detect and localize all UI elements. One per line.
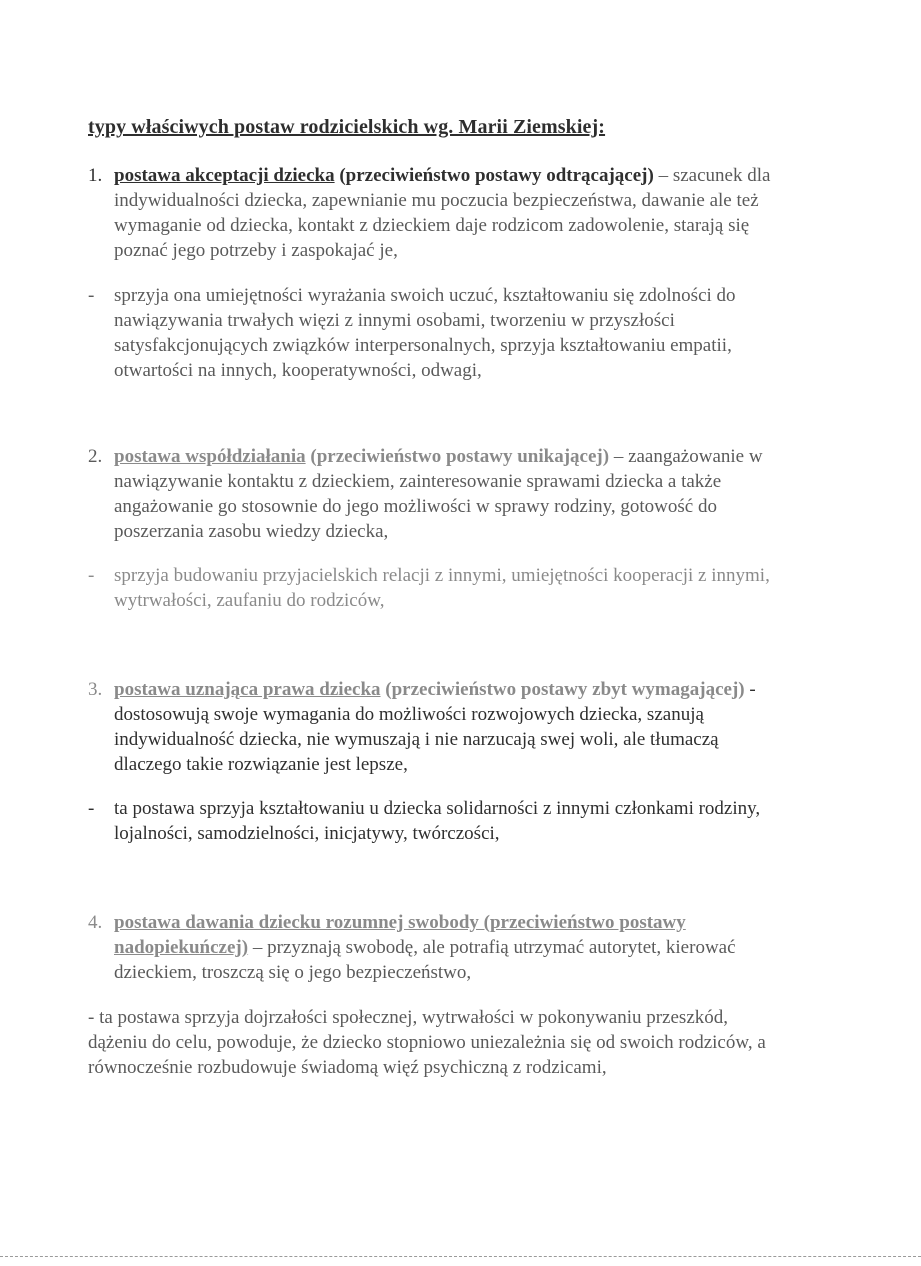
list-item-4-bullet — [88, 1005, 788, 1080]
bullet-text: sprzyja budowaniu przyjacielskich relacji z innymi, umiejętności kooperacji z innymi, wytrwałości, zaufaniu do rodziców, — [114, 565, 770, 611]
list-item-3 — [88, 677, 788, 777]
item-description: – szacunek dla indywidualności dziecka, zapewnianie mu poczucia bezpieczeństwa, dawanie ale też wymaganie od dziecka, kontakt z dzieckiem daje rodzicom zadowolenie, starają się poznać jego potrzeby i zaspokajać je, — [114, 165, 771, 261]
item-number: 3. — [88, 679, 103, 700]
item-title: postawa dawania dziecku rozumnej swobody (przeciwieństwo postawy nadopiekuńczej) — [114, 912, 686, 958]
list-item-1-bullet — [88, 283, 788, 383]
bullet-dash: - — [88, 1007, 95, 1028]
item-title: postawa akceptacji dziecka — [114, 165, 335, 186]
list-item-2-bullet — [88, 563, 788, 613]
item-title: postawa współdziałania — [114, 446, 306, 467]
bullet-text: ta postawa sprzyja dojrzałości społecznej, wytrwałości w pokonywaniu przeszkód, dążeniu do celu, powoduje, że dziecko stopniowo uniezależnia się od swoich rodziców, a równocześnie rozbudowuje świadomą więź psychiczną z rodzicami, — [88, 1007, 766, 1078]
item-number: 2. — [88, 446, 103, 467]
list-item-4 — [88, 910, 788, 985]
item-body — [114, 910, 788, 985]
bullet-dash: - — [88, 798, 95, 819]
item-contrast: (przeciwieństwo postawy zbyt wymagającej) — [385, 679, 745, 700]
bullet-dash: - — [88, 565, 95, 586]
item-contrast: (przeciwieństwo postawy odtrącającej) — [339, 165, 654, 186]
item-body — [114, 444, 788, 544]
bullet-text: ta postawa sprzyja kształtowaniu u dziecka solidarności z innymi członkami rodziny, lojalności, samodzielności, inicjatywy, twórczości, — [114, 798, 761, 844]
list-item-2 — [88, 444, 788, 544]
item-number: 4. — [88, 912, 103, 933]
list-item-3-bullet — [88, 796, 788, 846]
item-description: - dostosowują swoje wymagania do możliwości rozwojowych dziecka, szanują indywidualność dziecka, nie wymuszają i nie narzucają swej woli, ale tłumaczą dlaczego takie rozwiązanie jest lepsze, — [114, 679, 756, 775]
item-body — [114, 163, 788, 263]
page-heading: typy właściwych postaw rodzicielskich wg. Marii Ziemskiej: — [88, 116, 606, 138]
bullet-dash: - — [88, 285, 95, 306]
item-body — [114, 677, 788, 777]
item-contrast: (przeciwieństwo postawy unikającej) — [310, 446, 610, 467]
item-description: – zaangażowanie w nawiązywanie kontaktu z dzieckiem, zainteresowanie sprawami dziecka a także angażowanie go stosownie do jego możliwości w sprawy rodziny, gotowość do poszerzania zasobu wiedzy dziecka, — [114, 446, 763, 542]
scan-edge-line — [0, 1256, 921, 1257]
item-description: – przyznają swobodę, ale potrafią utrzymać autorytet, kierować dzieckiem, troszczą się o jego bezpieczeństwo, — [114, 937, 736, 983]
bullet-text: sprzyja ona umiejętności wyrażania swoich uczuć, kształtowaniu się zdolności do nawiązywania trwałych więzi z innymi osobami, tworzeniu w przyszłości satysfakcjonujących związków interpersonalnych, sprzyja kształtowaniu empatii, otwartości na innych, kooperatywności, odwagi, — [114, 285, 736, 381]
item-number: 1. — [88, 165, 103, 186]
item-title: postawa uznająca prawa dziecka — [114, 679, 381, 700]
list-item-1 — [88, 163, 788, 263]
